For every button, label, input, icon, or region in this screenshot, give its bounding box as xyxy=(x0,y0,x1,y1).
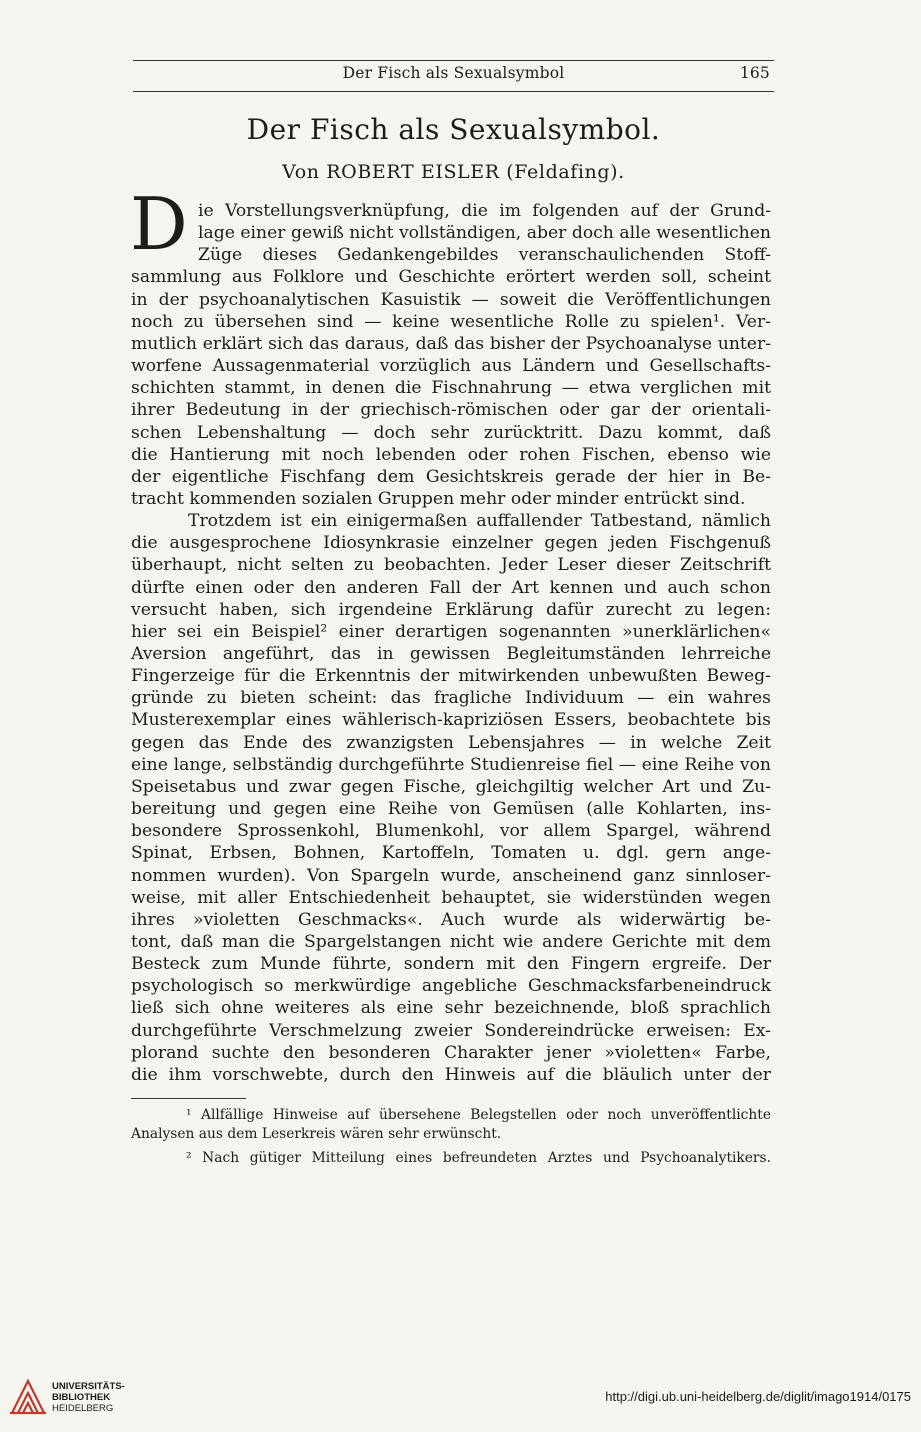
footnote-line: ¹ Allfällige Hinweise auf übersehene Belegstellen oder noch unveröffentlichte xyxy=(186,1107,771,1123)
page-number: 165 xyxy=(739,64,770,82)
body-line: die ihm vorschwebte, durch den Hinweis auf die bläulich unter der xyxy=(131,1064,771,1085)
body-line: dürfte einen oder den anderen Fall der Art kennen und auch schon xyxy=(131,577,771,598)
body-line: besondere Sprossenkohl, Blumenkohl, vor allem Spargel, während xyxy=(131,821,771,842)
body-line: Musterexemplar eines wählerisch-kapriziösen Essers, beobachtete bis xyxy=(131,710,771,731)
body-line: Aversion angeführt, das in gewissen Begleitumständen lehrreiche xyxy=(131,644,771,664)
running-head xyxy=(133,64,774,86)
body-line: sammlung aus Folklore und Geschichte erörtert werden soll, scheint xyxy=(131,267,771,288)
footnote-line: Analysen aus dem Leserkreis wären sehr erwünscht. xyxy=(131,1126,502,1142)
header-rule-bottom xyxy=(133,91,774,92)
body-line: ihrer Bedeutung in der griechisch-römischen oder gar der orientali- xyxy=(131,400,771,421)
body-line: Züge dieses Gedankengebildes veranschaulichenden Stoff- xyxy=(198,245,771,266)
body-line: tont, daß man die Spargelstangen nicht wie andere Gerichte mit dem xyxy=(131,931,771,952)
footnote-line: ² Nach gütiger Mitteilung eines befreundeten Arztes und Psychoanalytikers. xyxy=(186,1150,771,1166)
library-line-3: HEIDELBERG xyxy=(52,1403,114,1414)
body-line: schen Lebenshaltung — doch sehr zurücktritt. Dazu kommt, daß xyxy=(131,422,771,443)
drop-cap: D xyxy=(130,182,188,266)
body-line: schichten stammt, in denen die Fischnahrung — etwa verglichen mit xyxy=(131,378,771,399)
body-line: gründe zu bieten scheint: das fragliche Individuum — ein wahres xyxy=(131,688,771,709)
body-line: worfene Aussagenmaterial vorzüglich aus Ländern und Gesellschafts- xyxy=(131,356,771,377)
footnote-rule xyxy=(131,1098,246,1099)
library-line-1: UNIVERSITÄTS- xyxy=(52,1381,125,1392)
article-byline: Von ROBERT EISLER (Feldafing). xyxy=(282,161,625,183)
body-line: lage einer gewiß nicht vollständigen, aber doch alle wesentlichen xyxy=(198,223,771,244)
body-line: plorand suchte den besonderen Charakter jener »violetten« Farbe, xyxy=(131,1042,771,1063)
header-rule-top xyxy=(133,60,774,61)
running-title: Der Fisch als Sexualsymbol xyxy=(342,64,565,82)
body-line: eine lange, selbständig durchgeführte Studienreise fiel — eine Reihe von xyxy=(131,754,771,775)
body-line: Speisetabus und zwar gegen Fische, gleichgiltig welcher Art und Zu- xyxy=(131,776,771,797)
library-name xyxy=(52,1381,125,1414)
body-line: die Hantierung mit noch lebenden oder rohen Fischen, ebenso wie xyxy=(131,444,771,465)
body-line: noch zu übersehen sind — keine wesentliche Rolle zu spielen¹. Ver- xyxy=(131,311,771,332)
body-line: bereitung und gegen eine Reihe von Gemüsen (alle Kohlarten, ins- xyxy=(131,799,771,820)
body-line: die ausgesprochene Idiosynkrasie einzelner gegen jeden Fischgenuß xyxy=(131,533,771,554)
body-line: Spinat, Erbsen, Bohnen, Kartoffeln, Tomaten u. dgl. gern ange- xyxy=(131,843,771,864)
body-line: hier sei ein Beispiel² einer derartigen sogenannten »unerklärlichen« xyxy=(131,621,771,642)
body-line: in der psychoanalytischen Kasuistik — soweit die Veröffentlichungen xyxy=(131,289,771,310)
body-line: gegen das Ende des zwanzigsten Lebensjahres — in welche Zeit xyxy=(131,732,771,753)
body-line: Fingerzeige für die Erkenntnis der mitwirkenden unbewußten Beweg- xyxy=(131,666,771,687)
body-line: psychologisch so merkwürdige angebliche Geschmacksfarbeneindruck xyxy=(131,976,771,997)
body-line: der eigentliche Fischfang dem Gesichtskreis gerade der hier in Be- xyxy=(131,466,771,487)
body-line: durchgeführte Verschmelzung zweier Sondereindrücke erweisen: Ex- xyxy=(131,1020,771,1041)
university-library-logo-icon xyxy=(8,1377,48,1417)
body-line: tracht kommenden sozialen Gruppen mehr oder minder entrückt sind. xyxy=(131,488,746,509)
article-title: Der Fisch als Sexualsymbol. xyxy=(246,113,661,146)
body-line: ie Vorstellungsverknüpfung, die im folgenden auf der Grund- xyxy=(198,201,771,221)
body-line: Trotzdem ist ein einigermaßen auffallender Tatbestand, nämlich xyxy=(188,511,771,532)
body-line: ihres »violetten Geschmacks«. Auch wurde als widerwärtig be- xyxy=(131,909,771,930)
body-line: weise, mit aller Entschiedenheit behauptet, sie widerstünden wegen xyxy=(131,887,771,908)
body-line: versucht haben, sich irgendeine Erklärung dafür zurecht zu legen: xyxy=(131,599,771,620)
body-line: ließ sich ohne weiteres als eine sehr bezeichnende, bloß sprachlich xyxy=(131,998,771,1019)
body-line: nommen wurden). Von Spargeln wurde, anscheinend ganz sinnloser- xyxy=(131,865,771,886)
body-line: Besteck zum Munde führte, sondern mit den Fingern ergreife. Der xyxy=(131,954,771,975)
source-url[interactable]: http://digi.ub.uni-heidelberg.de/diglit/imago1914/0175 xyxy=(605,1389,911,1404)
body-line: mutlich erklärt sich das daraus, daß das bisher der Psychoanalyse unter- xyxy=(131,333,771,354)
library-line-2: BIBLIOTHEK xyxy=(52,1392,111,1403)
body-line: überhaupt, nicht selten zu beobachten. Jeder Leser dieser Zeitschrift xyxy=(131,555,771,576)
